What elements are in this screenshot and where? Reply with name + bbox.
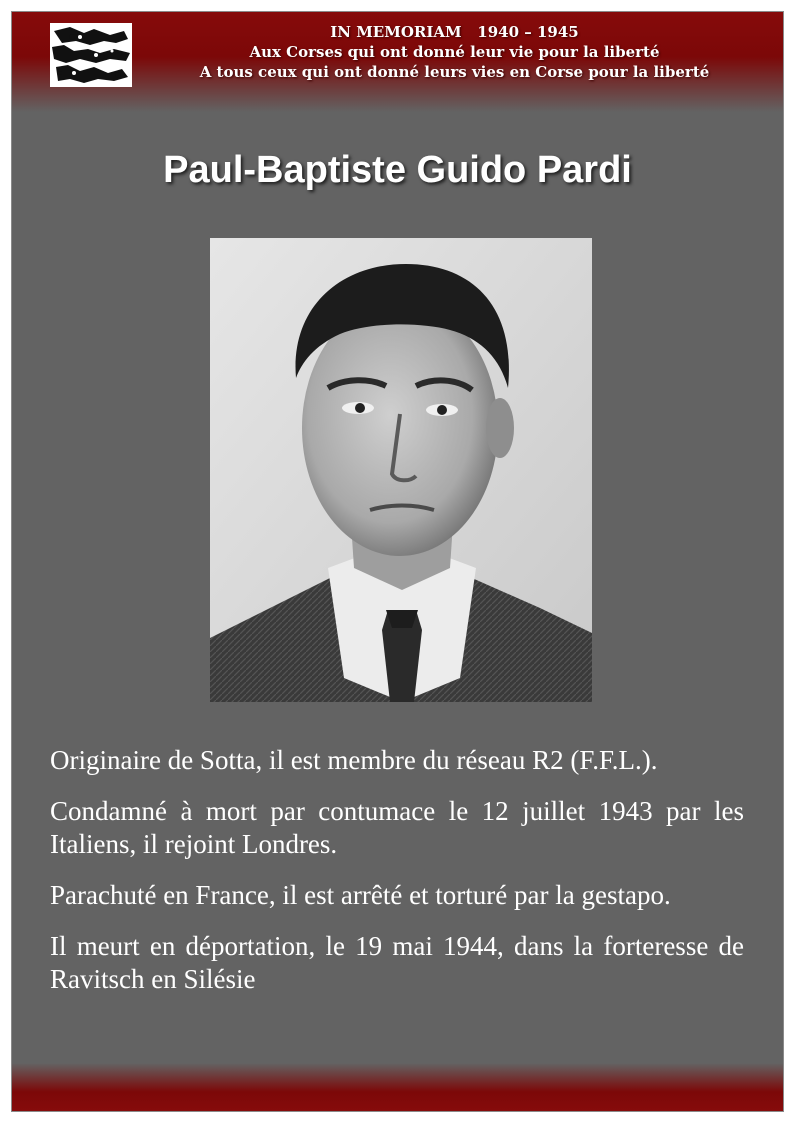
portrait-photo [210,238,592,702]
header-dedication-2: A tous ceux qui ont donné leurs vies en Corse pour la liberté [199,63,710,81]
header-dates: IN MEMORIAM 1940 – 1945 [330,23,579,41]
memorial-header [142,22,767,82]
bio-paragraph-arrest: Parachuté en France, il est arrêté et torturé par la gestapo. [50,880,671,910]
bio-paragraph-death: Il meurt en déportation, le 19 mai 1944, dans la forteresse de Ravitsch en Silésie [50,931,744,994]
memorial-sheet [12,12,783,1111]
biography [50,744,744,1014]
bottom-band [12,1063,783,1111]
logo-image [50,23,132,87]
bio-paragraph-origin: Originaire de Sotta, il est membre du réseau R2 (F.F.L.). [50,745,658,775]
page-title: Paul-Baptiste Guido Pardi [163,149,632,191]
bio-paragraph-sentence: Condamné à mort par contumace le 12 juillet 1943 par les Italiens, il rejoint Londres. [50,796,744,859]
header-dedication-1: Aux Corses qui ont donné leur vie pour la liberté [249,43,660,61]
